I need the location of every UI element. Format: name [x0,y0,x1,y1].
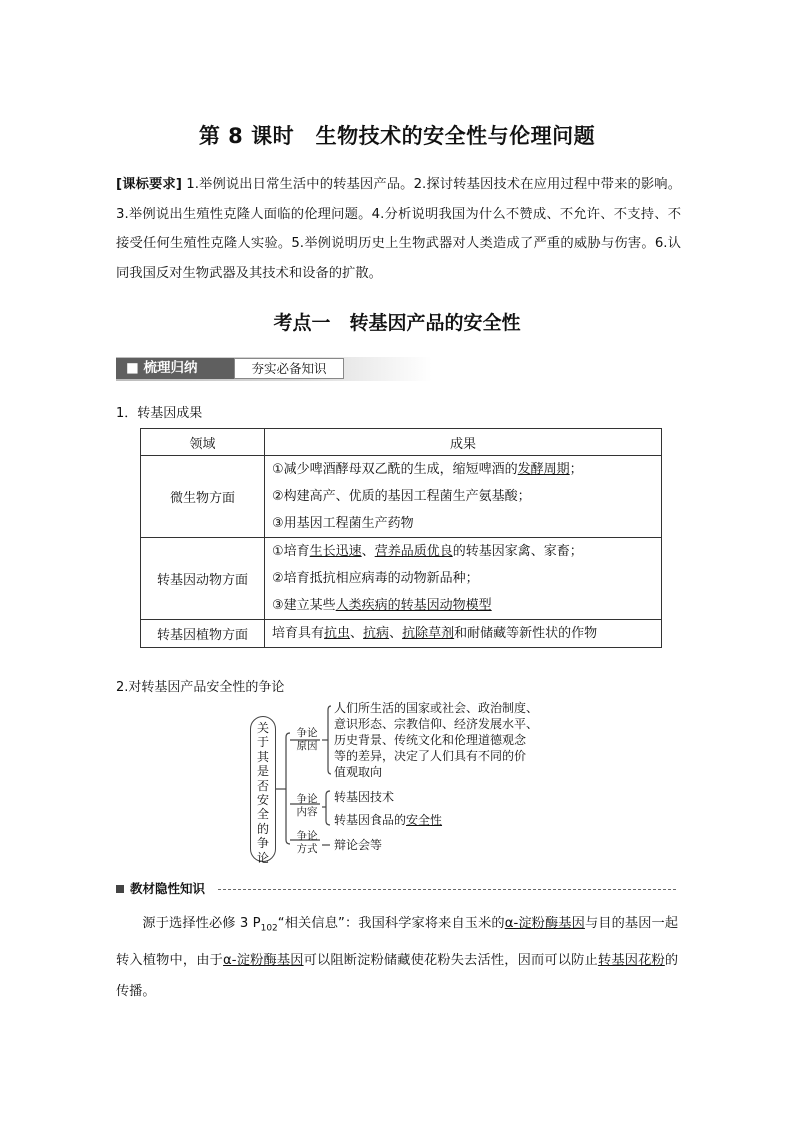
section-banner [116,357,432,381]
root-char: 是 [256,764,269,779]
text-line: 意识形态、宗教信仰、经济发展水平、 [334,717,539,731]
root-char: 关 [256,721,269,735]
text: ①培育 [272,544,310,559]
heading-transgenic-results: 1．转基因成果 [116,406,203,421]
branch-label-reason [292,727,322,753]
field-microbe: 微生物方面 [141,456,265,538]
branch-item-food-safety [334,812,442,828]
diagram-root-capsule [250,716,276,865]
field-plant: 转基因植物方面 [141,620,265,648]
brace-1 [328,706,331,774]
lesson-title: 第 8 课时 生物技术的安全性与伦理问题 [198,124,596,148]
label-line: 争论 [296,727,318,739]
text: 与目的基因一起转入植物中，由于 [116,916,679,968]
requirements-tag: [课标要求] [116,177,182,192]
text: 和耐储藏等新性状的作物 [454,626,598,641]
root-char: 论 [256,850,269,865]
underlined-term: 人类疾病的转基因动物模型 [335,598,492,613]
root-char: 争 [256,836,269,851]
underlined-term: 发酵周期 [517,462,570,477]
label-line: 原因 [296,740,318,752]
text: ； [569,462,583,477]
text: “相关信息”：我国科学家将来自玉米的 [277,916,505,931]
text-line: 人们所生活的国家或社会、政治制度、 [334,701,539,715]
header-result: 成果 [265,429,662,456]
text: ②培育抵抗相应病毒的动物新品种； [272,571,479,586]
result-animal [265,538,662,620]
text: 、 [361,544,375,559]
page-subscript: 102 [260,923,278,934]
root-char: 于 [256,735,269,750]
result-microbe [265,456,662,538]
header-field: 领域 [141,429,265,456]
table-header-row [141,429,662,456]
label-line: 争论 [296,830,318,842]
text: 转基因食品的 [334,813,407,827]
banner-label: ■ 梳理归纳 [116,358,234,379]
section-title: 考点一 转基因产品的安全性 [273,312,521,334]
brace-2 [326,791,330,825]
branch-item-technology: 转基因技术 [334,790,395,804]
hidden-knowledge-title: 教材隐性知识 [130,881,206,896]
banner-sublabel: 夯实必备知识 [234,358,344,379]
debate-diagram [250,700,550,865]
hidden-knowledge-paragraph [116,908,678,1007]
text: ③用基因工程菌生产药物 [272,516,414,531]
table-row-plant [141,620,662,648]
text: 可以阻断淀粉储藏使花粉失去活性，因而可以防止 [303,952,598,968]
text: ③建立某些 [272,598,336,613]
text: 的传播。 [116,952,679,999]
dashed-divider [218,889,676,890]
underlined-term: 安全性 [406,813,443,827]
underlined-term: 转基因花粉 [597,952,665,968]
text: 、 [389,626,403,641]
root-char: 的 [256,821,269,836]
results-table [140,428,662,648]
text: ②构建高产、优质的基因工程菌生产氨基酸； [272,489,531,504]
label-line: 方式 [296,843,318,855]
text-line: 等的差异，决定了人们具有不同的价 [334,749,527,763]
field-animal: 转基因动物方面 [141,538,265,620]
root-char: 全 [256,807,269,822]
root-char: 否 [256,778,269,793]
underlined-term: 抗除草剂 [402,626,455,641]
underlined-term: 抗病 [363,626,390,641]
branch-text-reason [334,700,554,780]
main-brace [286,733,290,844]
root-char: 其 [256,749,269,764]
text: 源于选择性必修 3 P [142,916,261,931]
label-line: 争论 [296,793,318,805]
requirements-text: 1.举例说出日常生活中的转基因产品。2.探讨转基因技术在应用过程中带来的影响。3.举例说出生殖性克隆人面临的伦理问题。4.分析说明我国为什么不赞成、不允许、不支持、不接受任何生殖性克隆人实验。5.举例说明历史上生物武器对人类造成了严重的威胁与伤害。6.认同我国反对生物武器及其技术和设备的扩散。 [116,177,681,281]
underlined-term: 营养品质优良 [374,544,453,559]
underlined-term: α-淀粉酶基因 [504,916,585,931]
underlined-term: 生长迅速 [309,544,362,559]
branch-label-method [292,830,322,856]
square-bullet-icon [116,885,124,893]
branch-text-method: 辩论会等 [334,838,383,852]
hidden-knowledge-heading [116,881,678,897]
table-row-animal [141,538,662,620]
curriculum-requirements [116,170,681,288]
underlined-term: α-淀粉酶基因 [223,952,304,968]
table-row-microbe [141,456,662,538]
heading-safety-debate: 2.对转基因产品安全性的争论 [116,680,285,695]
text: 培育具有 [272,626,325,641]
text-line: 值观取向 [334,765,383,779]
branch-label-content [292,793,322,819]
text-line: 历史背景、传统文化和伦理道德观念 [334,733,527,747]
text: ①减少啤酒酵母双乙酰的生成，缩短啤酒的 [272,462,518,477]
underlined-term: 抗虫 [324,626,351,641]
result-plant [265,620,662,648]
text: 的转基因家禽、家畜； [452,544,583,559]
root-char: 安 [256,793,269,808]
label-line: 内容 [296,806,318,818]
text: 、 [350,626,364,641]
